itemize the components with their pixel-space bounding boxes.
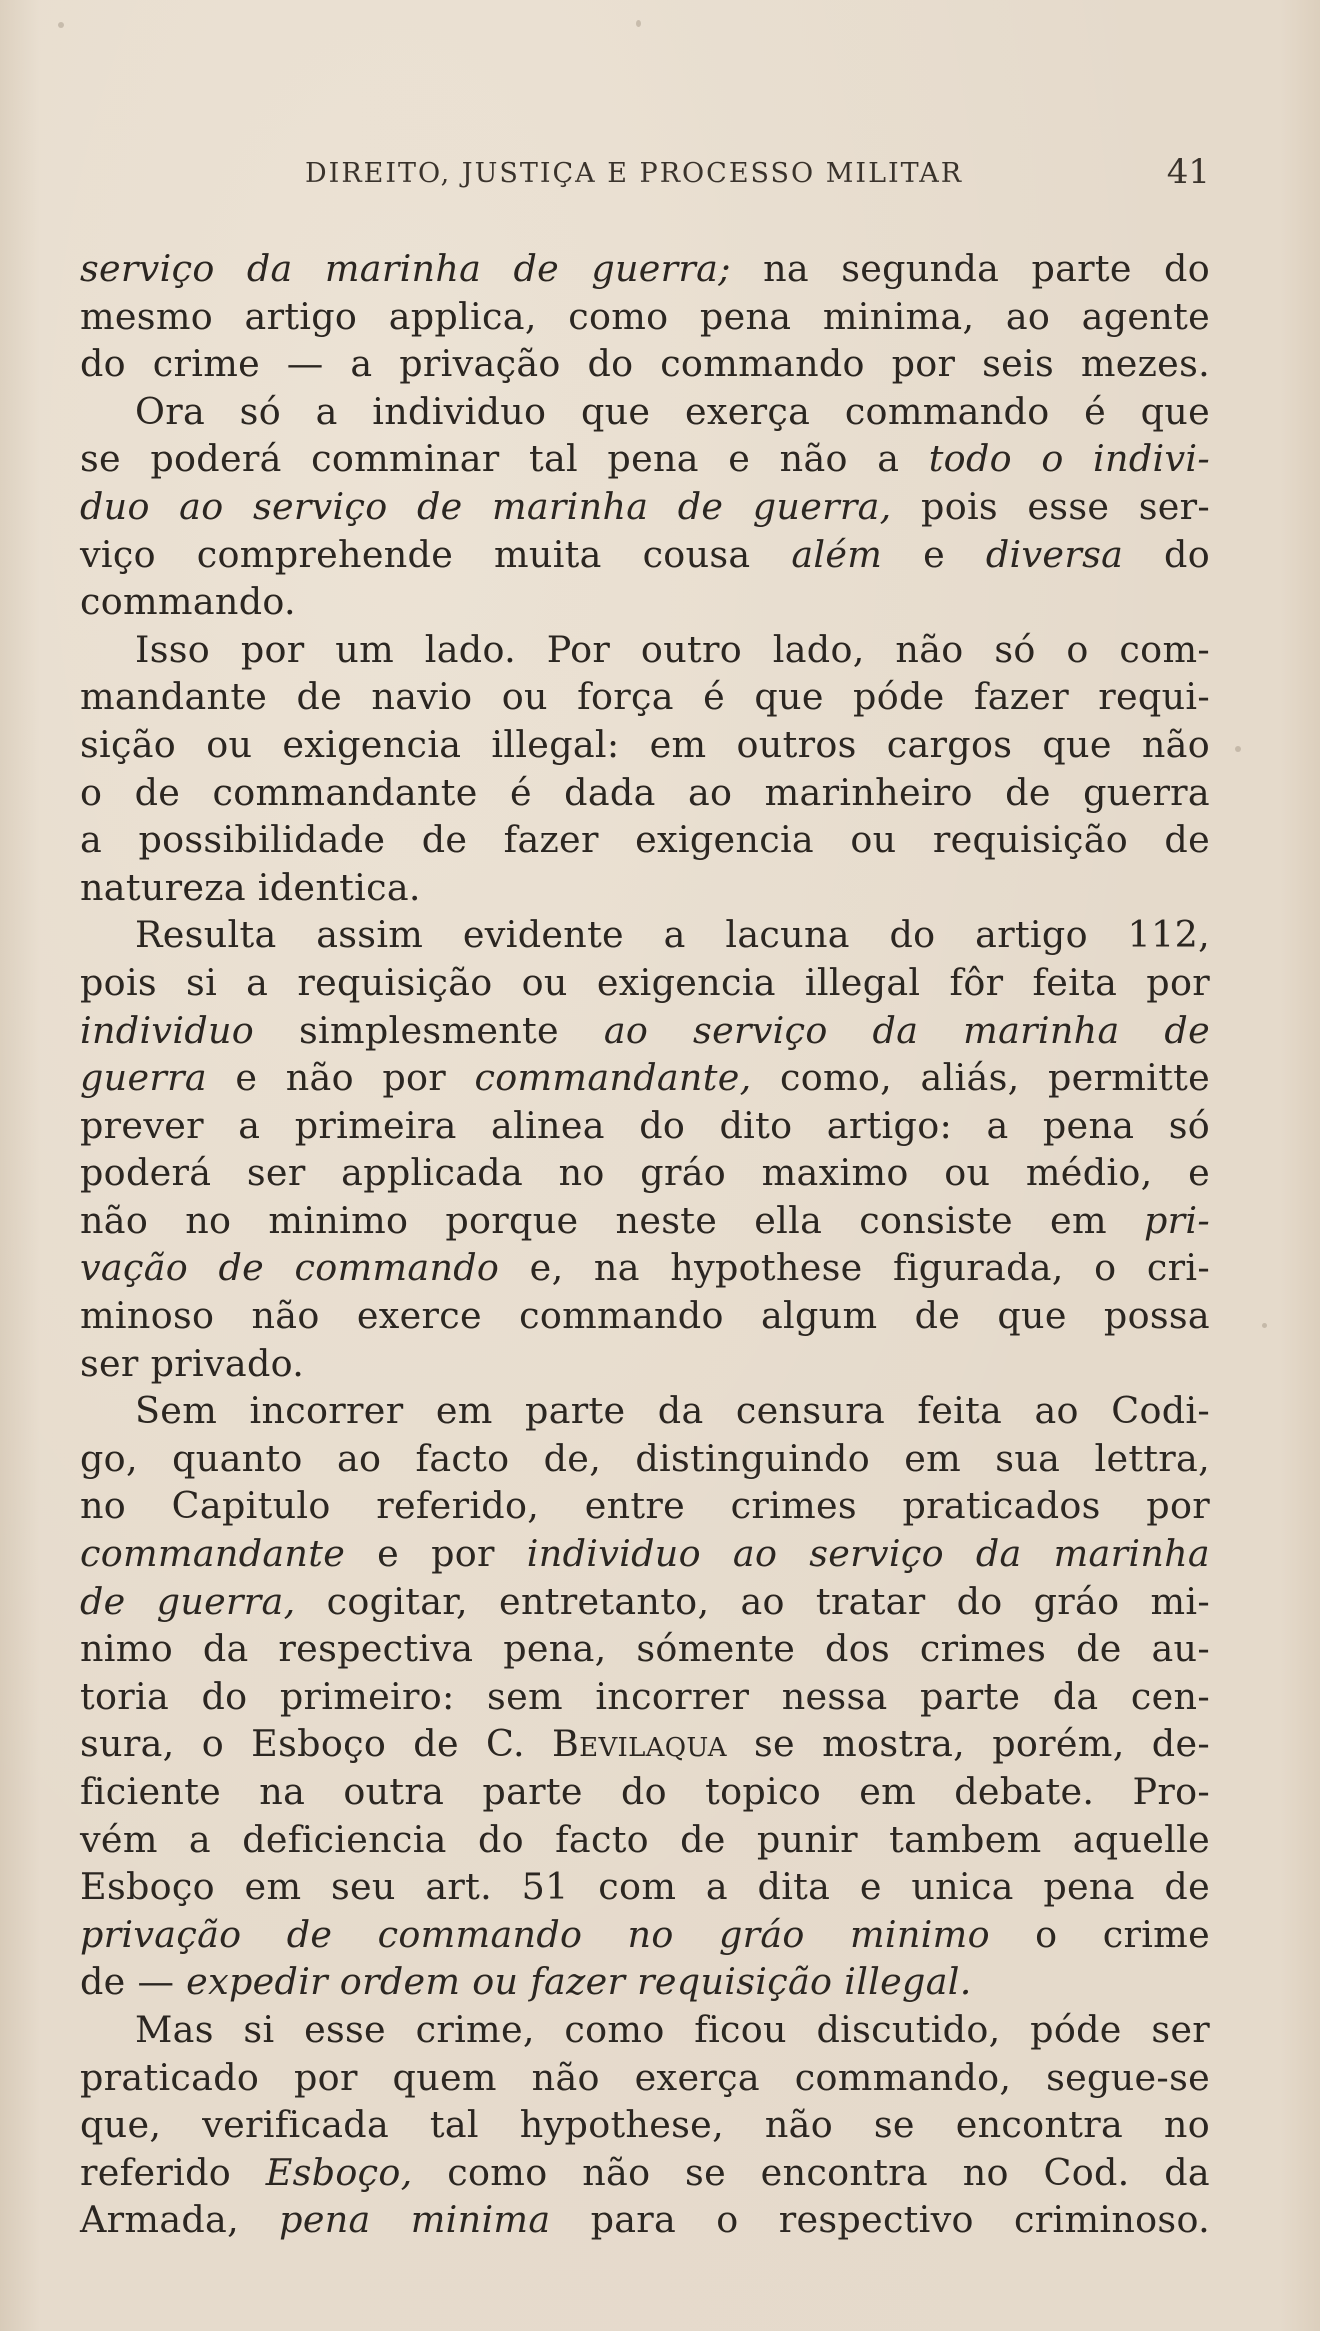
text-segment: e, na hypothese figurada, o cri- (499, 1246, 1210, 1290)
text-segment: e não por (206, 1056, 475, 1100)
text-segment: Mas si esse crime, como ficou discutido, póde ser (135, 2007, 1210, 2051)
italic-text: ao serviço da marinha de (603, 1008, 1210, 1052)
text-line (80, 388, 1210, 436)
text-line (80, 1197, 1210, 1245)
italic-text: expedir ordem ou fazer requisição illegal. (186, 1960, 972, 2004)
text-line (80, 1149, 1210, 1197)
text-segment: para o respectivo criminoso. (550, 2198, 1210, 2242)
italic-text: commandante (80, 1532, 346, 1576)
text-line (80, 1958, 1210, 2006)
text-segment: o crime (989, 1912, 1210, 1956)
text-segment: ficiente na outra parte do topico em debate. Pro- (80, 1770, 1210, 1813)
text-line (80, 1911, 1210, 1959)
body-text (80, 245, 1210, 2244)
text-line (80, 2054, 1210, 2102)
text-segment: não no minimo porque neste ella consiste em (80, 1198, 1144, 1242)
italic-text: pri- (1143, 1198, 1210, 1242)
text-segment: Esboço em seu art. 51 com a dita e unica pena de (80, 1865, 1210, 1909)
text-line (80, 2196, 1210, 2244)
text-line (80, 1340, 1210, 1388)
text-segment: praticado por quem não exerça commando, segue-se (80, 2055, 1210, 2099)
text-segment: do (1123, 532, 1210, 576)
italic-text: além (791, 532, 883, 576)
text-segment: e por (345, 1532, 527, 1576)
text-segment: no Capitulo referido, entre crimes praticados por (80, 1484, 1210, 1528)
text-line (80, 2006, 1210, 2054)
text-segment: pois esse ser- (891, 484, 1211, 528)
italic-text: privação de commando no gráo minimo (80, 1912, 990, 1956)
text-line (80, 245, 1210, 293)
text-line (80, 769, 1210, 817)
text-segment: sura, o Esboço de C. (80, 1722, 553, 1766)
text-line (80, 293, 1210, 341)
text-line (80, 816, 1210, 864)
text-segment: go, quanto ao facto de, distinguindo em sua lettra, (80, 1436, 1210, 1480)
italic-text: Esboço, (265, 2150, 413, 2194)
text-line (80, 435, 1210, 483)
text-line (80, 864, 1210, 912)
italic-text: serviço da marinha de guerra; (80, 247, 731, 290)
text-line (80, 1007, 1210, 1055)
text-segment: o de commandante é dada ao marinheiro de guerra (80, 770, 1210, 814)
text-line (80, 1054, 1210, 1102)
text-line (80, 673, 1210, 721)
italic-text: individuo (80, 1008, 255, 1052)
small-caps-text: Bevilaqua (552, 1722, 727, 1766)
text-segment: prever a primeira alinea do dito artigo: a pena só (80, 1103, 1210, 1147)
paper-speck (58, 22, 64, 28)
text-segment: simplesmente (254, 1008, 604, 1052)
text-segment: viço comprehende muita cousa (80, 532, 792, 576)
paper-speck (1235, 746, 1241, 752)
text-segment: toria do primeiro: sem incorrer nessa parte da cen- (80, 1674, 1210, 1718)
text-line (80, 2149, 1210, 2197)
text-line (80, 1816, 1210, 1864)
text-line (80, 1244, 1210, 1292)
running-head: DIREITO, JUSTIÇA E PROCESSO MILITAR (305, 158, 964, 189)
text-segment: natureza identica. (80, 865, 421, 909)
italic-text: guerra (80, 1056, 207, 1100)
text-line (80, 578, 1210, 626)
page-header (170, 150, 1210, 200)
text-line (80, 1863, 1210, 1911)
text-segment: cogitar, entretanto, ao tratar do gráo mi- (295, 1579, 1210, 1623)
text-line (80, 721, 1210, 769)
italic-text: individuo ao serviço da marinha (526, 1532, 1210, 1576)
paper-speck (1262, 1323, 1267, 1328)
text-segment: poderá ser applicada no gráo maximo ou médio, e (80, 1151, 1210, 1195)
text-segment: minoso não exerce commando algum de que possa (80, 1294, 1210, 1338)
text-line (80, 1482, 1210, 1530)
text-line (80, 1578, 1210, 1626)
text-line (80, 1625, 1210, 1673)
text-line (80, 1102, 1210, 1150)
text-line (80, 483, 1210, 531)
text-line (80, 340, 1210, 388)
italic-text: vação de commando (80, 1246, 500, 1290)
text-segment: Resulta assim evidente a lacuna do artigo 112, (135, 913, 1210, 957)
text-segment: se poderá comminar tal pena e não a (80, 437, 929, 481)
italic-text: commandante, (474, 1056, 752, 1100)
text-segment: mandante de navio ou força é que póde fazer requi- (80, 675, 1210, 719)
italic-text: duo ao serviço de marinha de guerra, (80, 484, 892, 528)
text-line (80, 1530, 1210, 1578)
paper-speck (636, 20, 641, 27)
text-segment: que, verificada tal hypothese, não se encontra no (80, 2103, 1210, 2147)
text-line (80, 1768, 1210, 1816)
text-segment: a possibilidade de fazer exigencia ou requisição de (80, 818, 1210, 862)
text-line (80, 911, 1210, 959)
text-line (80, 1435, 1210, 1483)
text-segment: nimo da respectiva pena, sómente dos crimes de au- (80, 1627, 1210, 1671)
text-segment: Isso por um lado. Por outro lado, não só o com- (135, 627, 1210, 671)
text-segment: na segunda parte do (730, 247, 1210, 290)
text-segment: do crime — a privação do commando por seis mezes. (80, 342, 1210, 386)
text-line (80, 959, 1210, 1007)
text-segment: como não se encontra no Cod. da (412, 2150, 1210, 2194)
text-segment: se mostra, porém, de- (726, 1722, 1210, 1766)
text-line (80, 1387, 1210, 1435)
italic-text: pena minima (279, 2198, 551, 2242)
text-segment: vém a deficiencia do facto de punir tambem aquelle (80, 1817, 1210, 1861)
text-segment: Armada, (80, 2198, 280, 2242)
text-line (80, 2101, 1210, 2149)
text-segment: ser privado. (80, 1341, 305, 1385)
text-line (80, 1673, 1210, 1721)
text-segment: Sem incorrer em parte da censura feita ao Codi- (135, 1389, 1210, 1433)
italic-text: de guerra, (80, 1579, 296, 1623)
text-segment: de — (80, 1960, 187, 2004)
text-segment: referido (80, 2150, 266, 2194)
text-segment: commando. (80, 580, 296, 624)
text-segment: pois si a requisição ou exigencia illegal fôr feita por (80, 960, 1210, 1004)
text-segment: como, aliás, permitte (751, 1056, 1210, 1100)
italic-text: diversa (985, 532, 1124, 576)
italic-text: todo o indivi- (928, 437, 1210, 481)
text-line (80, 1292, 1210, 1340)
text-segment: e (882, 532, 986, 576)
page-number: 41 (1166, 152, 1210, 192)
text-line (80, 1720, 1210, 1768)
text-segment: Ora só a individuo que exerça commando é que (135, 389, 1210, 433)
text-segment: sição ou exigencia illegal: em outros cargos que não (80, 722, 1210, 766)
text-line (80, 626, 1210, 674)
text-segment: mesmo artigo applica, como pena minima, ao agente (80, 294, 1210, 338)
text-line (80, 531, 1210, 579)
